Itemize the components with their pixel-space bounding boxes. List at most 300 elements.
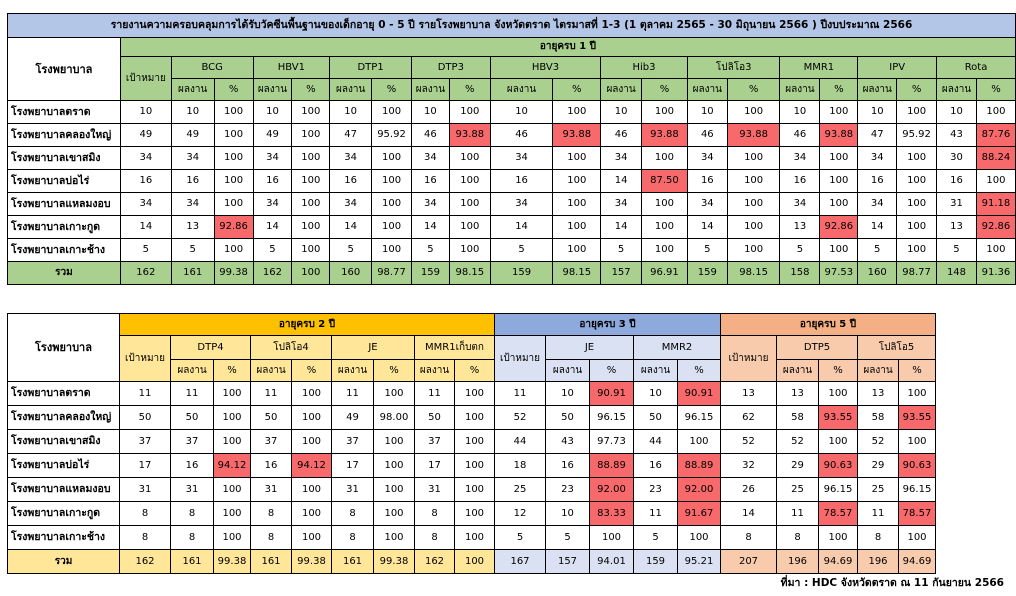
percent-value: 100 bbox=[553, 239, 601, 262]
percent-value: 94.12 bbox=[292, 454, 332, 478]
result-value: 11 bbox=[634, 502, 678, 526]
percent-value: 100 bbox=[642, 216, 688, 239]
hospital-name: โรงพยาบาลเกาะกูด bbox=[8, 502, 120, 526]
result-value: 13 bbox=[171, 216, 214, 239]
target-value: 11 bbox=[495, 382, 546, 406]
table-row bbox=[8, 502, 936, 526]
percent-value: 98.00 bbox=[374, 406, 415, 430]
hospital-name: โรงพยาบาลเขาสมิง bbox=[8, 147, 121, 170]
table-row bbox=[8, 430, 936, 454]
target-value: 16 bbox=[120, 170, 171, 193]
percent-value: 100 bbox=[214, 101, 253, 124]
target-value: 5 bbox=[495, 526, 546, 550]
target-value: 10 bbox=[120, 101, 171, 124]
result-value: 5 bbox=[687, 239, 727, 262]
result-value: 50 bbox=[171, 406, 214, 430]
result-value: 14 bbox=[601, 216, 642, 239]
percent-value: 100 bbox=[372, 101, 412, 124]
result-header: ผลงาน bbox=[330, 79, 372, 101]
result-value: 17 bbox=[332, 454, 374, 478]
result-value: 49 bbox=[332, 406, 374, 430]
result-value: 10 bbox=[601, 101, 642, 124]
target-header: เป้าหมาย bbox=[495, 336, 546, 382]
result-value: 37 bbox=[332, 430, 374, 454]
target-value: 52 bbox=[721, 430, 777, 454]
percent-value: 100 bbox=[449, 170, 490, 193]
target-value: 14 bbox=[120, 216, 171, 239]
result-value: 11 bbox=[251, 382, 292, 406]
result-value: 10 bbox=[411, 101, 449, 124]
result-value: 5 bbox=[490, 239, 553, 262]
percent-value: 100 bbox=[449, 216, 490, 239]
percent-value: 78.57 bbox=[819, 502, 858, 526]
result-value: 34 bbox=[330, 147, 372, 170]
percent-value: 93.55 bbox=[819, 406, 858, 430]
vaccine-header: DTP4 bbox=[171, 336, 251, 360]
result-value: 159 bbox=[687, 262, 727, 285]
result-value: 10 bbox=[780, 101, 820, 124]
result-value: 47 bbox=[330, 124, 372, 147]
target-value: 8 bbox=[120, 526, 171, 550]
percent-value: 100 bbox=[214, 239, 253, 262]
result-header: ผลงาน bbox=[858, 79, 897, 101]
result-value: 162 bbox=[253, 262, 292, 285]
result-value: 34 bbox=[687, 147, 727, 170]
percent-value: 100 bbox=[455, 502, 495, 526]
result-header: ผลงาน bbox=[411, 79, 449, 101]
result-value: 34 bbox=[858, 193, 897, 216]
percent-value: 96.91 bbox=[642, 262, 688, 285]
hospital-name: โรงพยาบาลเขาสมิง bbox=[8, 430, 120, 454]
hospital-name: โรงพยาบาลคลองใหญ่ bbox=[8, 124, 121, 147]
result-value: 5 bbox=[937, 239, 977, 262]
result-value: 16 bbox=[490, 170, 553, 193]
percent-value: 100 bbox=[678, 526, 721, 550]
target-value: 62 bbox=[721, 406, 777, 430]
percent-value: 100 bbox=[727, 101, 780, 124]
total-label: รวม bbox=[8, 262, 121, 285]
percent-value: 92.86 bbox=[214, 216, 253, 239]
result-value: 8 bbox=[415, 502, 455, 526]
result-value: 11 bbox=[171, 382, 214, 406]
result-header: ผลงาน bbox=[780, 79, 820, 101]
percent-value: 100 bbox=[820, 239, 858, 262]
percent-value: 91.18 bbox=[976, 193, 1015, 216]
result-value: 16 bbox=[858, 170, 897, 193]
result-value: 5 bbox=[780, 239, 820, 262]
result-value: 16 bbox=[937, 170, 977, 193]
result-value: 47 bbox=[858, 124, 897, 147]
percent-value: 100 bbox=[374, 526, 415, 550]
target-value: 18 bbox=[495, 454, 546, 478]
vaccine-header: โปลิโอ4 bbox=[251, 336, 332, 360]
age-3-header: อายุครบ 3 ปี bbox=[495, 314, 721, 336]
result-value: 34 bbox=[253, 193, 292, 216]
percent-value: 100 bbox=[899, 430, 936, 454]
percent-header: % bbox=[553, 79, 601, 101]
result-value: 159 bbox=[411, 262, 449, 285]
result-value: 161 bbox=[251, 550, 292, 574]
result-value: 25 bbox=[777, 478, 819, 502]
vaccine-header: JE bbox=[332, 336, 415, 360]
percent-value: 100 bbox=[820, 147, 858, 170]
result-value: 8 bbox=[171, 526, 214, 550]
result-value: 58 bbox=[858, 406, 899, 430]
percent-value: 100 bbox=[292, 239, 330, 262]
result-value: 162 bbox=[415, 550, 455, 574]
percent-value: 88.89 bbox=[590, 454, 634, 478]
hospital-name: โรงพยาบาลแหลมงอบ bbox=[8, 478, 120, 502]
hospital-name: โรงพยาบาลบ่อไร่ bbox=[8, 170, 121, 193]
percent-value: 100 bbox=[292, 147, 330, 170]
vaccine-header: MMR1 bbox=[780, 57, 858, 79]
percent-value: 100 bbox=[642, 239, 688, 262]
result-value: 29 bbox=[777, 454, 819, 478]
table-row bbox=[8, 454, 936, 478]
percent-value: 100 bbox=[214, 502, 251, 526]
percent-value: 98.15 bbox=[553, 262, 601, 285]
percent-header: % bbox=[678, 360, 721, 382]
result-value: 16 bbox=[634, 454, 678, 478]
percent-value: 100 bbox=[292, 216, 330, 239]
percent-value: 100 bbox=[292, 430, 332, 454]
result-value: 10 bbox=[330, 101, 372, 124]
percent-value: 96.15 bbox=[899, 478, 936, 502]
result-value: 43 bbox=[937, 124, 977, 147]
result-value: 30 bbox=[937, 147, 977, 170]
percent-value: 91.67 bbox=[678, 502, 721, 526]
vaccine-header: โปลิโอ3 bbox=[687, 57, 780, 79]
percent-value: 94.69 bbox=[899, 550, 936, 574]
target-value: 37 bbox=[120, 430, 171, 454]
result-value: 5 bbox=[858, 239, 897, 262]
hospital-name: โรงพยาบาลคลองใหญ่ bbox=[8, 406, 120, 430]
result-value: 37 bbox=[415, 430, 455, 454]
result-header: ผลงาน bbox=[601, 79, 642, 101]
source-note: ที่มา : HDC จังหวัดตราด ณ 11 กันยายน 2566 bbox=[780, 577, 1004, 589]
percent-value: 96.15 bbox=[678, 406, 721, 430]
percent-value: 94.12 bbox=[214, 454, 251, 478]
result-value: 16 bbox=[411, 170, 449, 193]
percent-value: 99.38 bbox=[214, 262, 253, 285]
result-value: 5 bbox=[411, 239, 449, 262]
result-value: 8 bbox=[777, 526, 819, 550]
result-header: ผลงาน bbox=[687, 79, 727, 101]
percent-value: 100 bbox=[819, 526, 858, 550]
percent-value: 93.88 bbox=[449, 124, 490, 147]
percent-value: 100 bbox=[642, 193, 688, 216]
percent-value: 100 bbox=[897, 193, 937, 216]
result-value: 34 bbox=[601, 147, 642, 170]
result-value: 148 bbox=[937, 262, 977, 285]
target-header: เป้าหมาย bbox=[721, 336, 777, 382]
result-header: ผลงาน bbox=[858, 360, 899, 382]
result-value: 157 bbox=[601, 262, 642, 285]
result-value: 196 bbox=[777, 550, 819, 574]
result-value: 10 bbox=[490, 101, 553, 124]
percent-header: % bbox=[214, 360, 251, 382]
table-row bbox=[8, 406, 936, 430]
result-value: 159 bbox=[634, 550, 678, 574]
percent-value: 100 bbox=[214, 382, 251, 406]
percent-value: 98.15 bbox=[449, 262, 490, 285]
percent-header: % bbox=[214, 79, 253, 101]
percent-header: % bbox=[727, 79, 780, 101]
percent-value: 100 bbox=[374, 382, 415, 406]
result-value: 16 bbox=[687, 170, 727, 193]
result-value: 46 bbox=[687, 124, 727, 147]
result-value: 58 bbox=[777, 406, 819, 430]
percent-value: 100 bbox=[292, 262, 330, 285]
percent-value: 100 bbox=[455, 406, 495, 430]
result-value: 11 bbox=[332, 382, 374, 406]
percent-value: 100 bbox=[214, 430, 251, 454]
hospital-name: โรงพยาบาลตราด bbox=[8, 101, 121, 124]
percent-header: % bbox=[292, 79, 330, 101]
vaccine-header: DTP1 bbox=[330, 57, 412, 79]
percent-value: 100 bbox=[372, 170, 412, 193]
result-value: 16 bbox=[546, 454, 590, 478]
target-value: 8 bbox=[721, 526, 777, 550]
age-group-header: อายุครบ 1 ปี bbox=[120, 38, 1015, 57]
result-value: 50 bbox=[415, 406, 455, 430]
result-header: ผลงาน bbox=[251, 360, 292, 382]
percent-value: 87.76 bbox=[976, 124, 1015, 147]
table-row bbox=[8, 193, 1016, 216]
percent-value: 100 bbox=[727, 193, 780, 216]
coverage-table-age-1 bbox=[7, 13, 1016, 285]
percent-value: 99.38 bbox=[292, 550, 332, 574]
target-value: 162 bbox=[120, 550, 171, 574]
result-value: 34 bbox=[490, 147, 553, 170]
percent-header: % bbox=[449, 79, 490, 101]
vaccine-header: MMR2 bbox=[634, 336, 721, 360]
result-value: 16 bbox=[171, 454, 214, 478]
percent-value: 96.15 bbox=[590, 406, 634, 430]
result-header: ผลงาน bbox=[777, 360, 819, 382]
result-value: 49 bbox=[171, 124, 214, 147]
result-value: 10 bbox=[858, 101, 897, 124]
result-value: 14 bbox=[490, 216, 553, 239]
percent-value: 78.57 bbox=[899, 502, 936, 526]
percent-value: 95.21 bbox=[678, 550, 721, 574]
hospital-name: โรงพยาบาลแหลมงอบ bbox=[8, 193, 121, 216]
result-value: 49 bbox=[253, 124, 292, 147]
hospital-name: โรงพยาบาลเกาะช้าง bbox=[8, 239, 121, 262]
percent-value: 100 bbox=[214, 526, 251, 550]
percent-value: 100 bbox=[976, 239, 1015, 262]
percent-value: 100 bbox=[455, 430, 495, 454]
percent-header: % bbox=[820, 79, 858, 101]
percent-value: 90.91 bbox=[678, 382, 721, 406]
percent-value: 98.77 bbox=[897, 262, 937, 285]
percent-value: 100 bbox=[374, 502, 415, 526]
result-value: 29 bbox=[858, 454, 899, 478]
percent-value: 100 bbox=[292, 170, 330, 193]
percent-value: 100 bbox=[455, 478, 495, 502]
percent-value: 100 bbox=[372, 216, 412, 239]
target-value: 31 bbox=[120, 478, 171, 502]
result-value: 16 bbox=[171, 170, 214, 193]
vaccine-header: Hib3 bbox=[601, 57, 688, 79]
percent-value: 100 bbox=[678, 430, 721, 454]
percent-value: 100 bbox=[553, 216, 601, 239]
result-value: 34 bbox=[171, 147, 214, 170]
result-value: 34 bbox=[780, 193, 820, 216]
percent-value: 93.88 bbox=[553, 124, 601, 147]
percent-value: 100 bbox=[642, 147, 688, 170]
target-value: 32 bbox=[721, 454, 777, 478]
coverage-table-age-2-3-5 bbox=[7, 313, 936, 574]
vaccine-header: BCG bbox=[171, 57, 253, 79]
percent-value: 100 bbox=[449, 193, 490, 216]
result-value: 34 bbox=[490, 193, 553, 216]
percent-value: 100 bbox=[897, 170, 937, 193]
result-value: 13 bbox=[937, 216, 977, 239]
percent-value: 100 bbox=[455, 454, 495, 478]
vaccine-header: JE bbox=[546, 336, 634, 360]
target-value: 52 bbox=[495, 406, 546, 430]
percent-value: 98.15 bbox=[727, 262, 780, 285]
result-value: 5 bbox=[601, 239, 642, 262]
percent-value: 100 bbox=[976, 170, 1015, 193]
target-value: 44 bbox=[495, 430, 546, 454]
total-label: รวม bbox=[8, 550, 120, 574]
result-value: 16 bbox=[251, 454, 292, 478]
percent-value: 100 bbox=[976, 101, 1015, 124]
percent-value: 92.86 bbox=[820, 216, 858, 239]
table-row bbox=[8, 101, 1016, 124]
result-value: 10 bbox=[634, 382, 678, 406]
result-header: ผลงาน bbox=[332, 360, 374, 382]
table-row bbox=[8, 216, 1016, 239]
percent-value: 100 bbox=[214, 478, 251, 502]
result-value: 10 bbox=[171, 101, 214, 124]
percent-header: % bbox=[590, 360, 634, 382]
percent-value: 95.92 bbox=[372, 124, 412, 147]
result-value: 14 bbox=[858, 216, 897, 239]
target-header: เป้าหมาย bbox=[120, 57, 171, 101]
percent-value: 100 bbox=[214, 406, 251, 430]
percent-value: 90.63 bbox=[899, 454, 936, 478]
percent-value: 100 bbox=[292, 502, 332, 526]
hospital-header: โรงพยาบาล bbox=[8, 38, 121, 101]
result-value: 159 bbox=[490, 262, 553, 285]
table-row bbox=[8, 478, 936, 502]
percent-value: 99.38 bbox=[214, 550, 251, 574]
result-value: 46 bbox=[780, 124, 820, 147]
percent-value: 100 bbox=[819, 430, 858, 454]
result-value: 37 bbox=[251, 430, 292, 454]
percent-value: 91.36 bbox=[976, 262, 1015, 285]
percent-value: 100 bbox=[292, 124, 330, 147]
percent-value: 100 bbox=[727, 216, 780, 239]
percent-value: 94.69 bbox=[819, 550, 858, 574]
result-value: 34 bbox=[253, 147, 292, 170]
percent-value: 100 bbox=[455, 382, 495, 406]
table-row bbox=[8, 382, 936, 406]
result-value: 10 bbox=[546, 502, 590, 526]
result-value: 5 bbox=[634, 526, 678, 550]
result-value: 17 bbox=[415, 454, 455, 478]
target-value: 13 bbox=[721, 382, 777, 406]
result-value: 196 bbox=[858, 550, 899, 574]
result-value: 52 bbox=[777, 430, 819, 454]
target-value: 8 bbox=[120, 502, 171, 526]
percent-value: 100 bbox=[897, 101, 937, 124]
percent-value: 100 bbox=[292, 101, 330, 124]
result-header: ผลงาน bbox=[171, 79, 214, 101]
target-value: 167 bbox=[495, 550, 546, 574]
target-value: 49 bbox=[120, 124, 171, 147]
percent-value: 100 bbox=[727, 147, 780, 170]
result-value: 158 bbox=[780, 262, 820, 285]
result-value: 46 bbox=[411, 124, 449, 147]
target-header: เป้าหมาย bbox=[120, 336, 171, 382]
percent-value: 100 bbox=[292, 406, 332, 430]
result-value: 13 bbox=[858, 382, 899, 406]
percent-value: 100 bbox=[553, 170, 601, 193]
percent-value: 100 bbox=[897, 147, 937, 170]
result-value: 23 bbox=[546, 478, 590, 502]
result-value: 44 bbox=[634, 430, 678, 454]
result-value: 16 bbox=[330, 170, 372, 193]
result-header: ผลงาน bbox=[546, 360, 590, 382]
result-value: 31 bbox=[415, 478, 455, 502]
percent-value: 93.55 bbox=[899, 406, 936, 430]
percent-value: 93.88 bbox=[642, 124, 688, 147]
percent-value: 100 bbox=[590, 526, 634, 550]
total-row bbox=[8, 262, 1016, 285]
result-value: 46 bbox=[601, 124, 642, 147]
percent-header: % bbox=[455, 360, 495, 382]
result-value: 31 bbox=[251, 478, 292, 502]
percent-value: 100 bbox=[372, 147, 412, 170]
result-value: 8 bbox=[251, 502, 292, 526]
percent-value: 93.88 bbox=[727, 124, 780, 147]
result-value: 5 bbox=[253, 239, 292, 262]
vaccine-header: MMR1เก็บตก bbox=[415, 336, 495, 360]
result-value: 31 bbox=[937, 193, 977, 216]
target-value: 34 bbox=[120, 147, 171, 170]
percent-value: 83.33 bbox=[590, 502, 634, 526]
result-value: 10 bbox=[253, 101, 292, 124]
target-value: 5 bbox=[120, 239, 171, 262]
result-header: ผลงาน bbox=[171, 360, 214, 382]
percent-value: 100 bbox=[292, 478, 332, 502]
target-value: 50 bbox=[120, 406, 171, 430]
table-row bbox=[8, 526, 936, 550]
percent-value: 100 bbox=[214, 170, 253, 193]
percent-header: % bbox=[374, 360, 415, 382]
result-header: ผลงาน bbox=[415, 360, 455, 382]
result-value: 34 bbox=[687, 193, 727, 216]
result-value: 10 bbox=[546, 382, 590, 406]
percent-header: % bbox=[897, 79, 937, 101]
result-value: 161 bbox=[171, 262, 214, 285]
vaccine-header: Rota bbox=[937, 57, 1016, 79]
percent-value: 100 bbox=[897, 239, 937, 262]
result-value: 46 bbox=[490, 124, 553, 147]
percent-value: 100 bbox=[292, 382, 332, 406]
percent-value: 87.50 bbox=[642, 170, 688, 193]
hospital-name: โรงพยาบาลเกาะช้าง bbox=[8, 526, 120, 550]
percent-value: 94.01 bbox=[590, 550, 634, 574]
result-value: 8 bbox=[858, 526, 899, 550]
percent-value: 100 bbox=[214, 124, 253, 147]
result-value: 13 bbox=[780, 216, 820, 239]
target-value: 162 bbox=[120, 262, 171, 285]
